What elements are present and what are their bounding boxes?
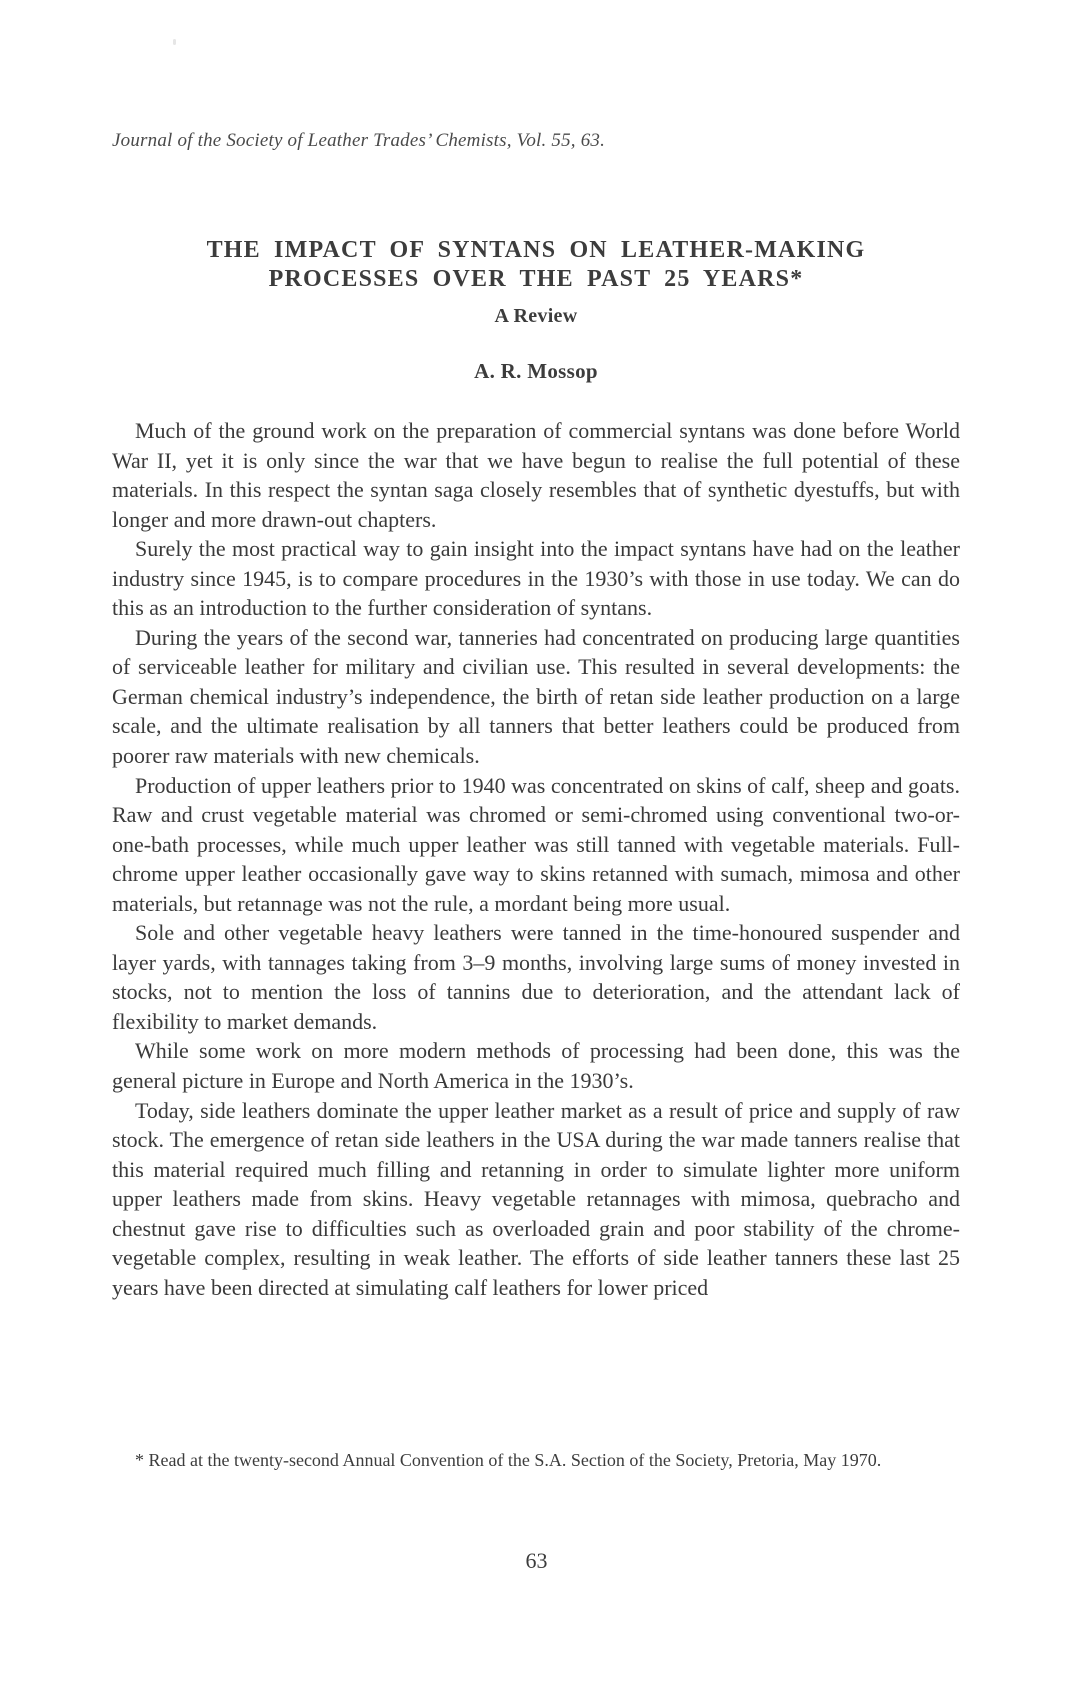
- body-paragraph: During the years of the second war, tanneries had concentrated on producing large quantities of serviceable leather for military and civilian use. This resulted in several developments: the German chemical industry’s independence, the birth of retan side leather production on a large scale, and the ultimate realisation by all tanners that better leathers could be produced from poorer raw materials with new chemicals.: [112, 624, 960, 769]
- article-title-block: [112, 236, 960, 384]
- scan-speck: [173, 39, 176, 45]
- body-paragraph: While some work on more modern methods of processing had been done, this was the general picture in Europe and North America in the 1930’s.: [112, 1038, 960, 1094]
- article-title-line-2: PROCESSES OVER THE PAST 25 YEARS*: [268, 266, 804, 292]
- body-paragraph: Production of upper leathers prior to 1940 was concentrated on skins of calf, sheep and goats. Raw and crust vegetable material was chromed or semi-chromed using conventional two-or-one-bath processes, while much upper leather was still tanned with vegetable materials. Full-chrome upper leather occasionally gave way to skins retanned with sumach, mimosa and other materials, but retannage was not the rule, a mordant being more usual.: [112, 772, 960, 916]
- article-author: A. R. Mossop: [474, 359, 598, 383]
- page-number: 63: [525, 1548, 548, 1573]
- running-head: Journal of the Society of Leather Trades’ Chemists, Vol. 55, 63.: [112, 130, 606, 151]
- body-paragraph: Surely the most practical way to gain insight into the impact syntans have had on the leather industry since 1945, is to compare procedures in the 1930’s with those in use today. We can do this as an introduction to the further consideration of syntans.: [112, 536, 960, 621]
- footnote: [112, 1447, 960, 1474]
- footnote-text: * Read at the twenty-second Annual Convention of the S.A. Section of the Society, Pretoria, May 1970.: [135, 1450, 882, 1470]
- article-subtitle: A Review: [494, 305, 578, 327]
- body-paragraph: Sole and other vegetable heavy leathers were tanned in the time-honoured suspender and layer yards, with tannages taking from 3–9 months, involving large sums of money invested in stocks, not to mention the loss of tannins due to deterioration, and the attendant lack of flexibility to market demands.: [112, 920, 960, 1034]
- article-body: [112, 416, 960, 1302]
- article-title-line-1: THE IMPACT OF SYNTANS ON LEATHER-MAKING: [206, 237, 866, 263]
- body-paragraph: Today, side leathers dominate the upper leather market as a result of price and supply of raw stock. The emergence of retan side leathers in the USA during the war made tanners realise that this material required much filling and retanning in order to simulate lighter more uniform upper leathers made from skins. Heavy vegetable retannages with mimosa, quebracho and chestnut gave rise to difficulties such as overloaded grain and poor stability of the chrome-vegetable complex, resulting in weak leather. The efforts of side leather tanners these last 25 years have been directed at simulating calf leathers for lower priced: [112, 1097, 960, 1300]
- body-paragraph: Much of the ground work on the preparation of commercial syntans was done before World War II, yet it is only since the war that we have begun to realise the full potential of these materials. In this respect the syntan saga closely resembles that of synthetic dyestuffs, but with longer and more drawn-out chapters.: [112, 418, 960, 532]
